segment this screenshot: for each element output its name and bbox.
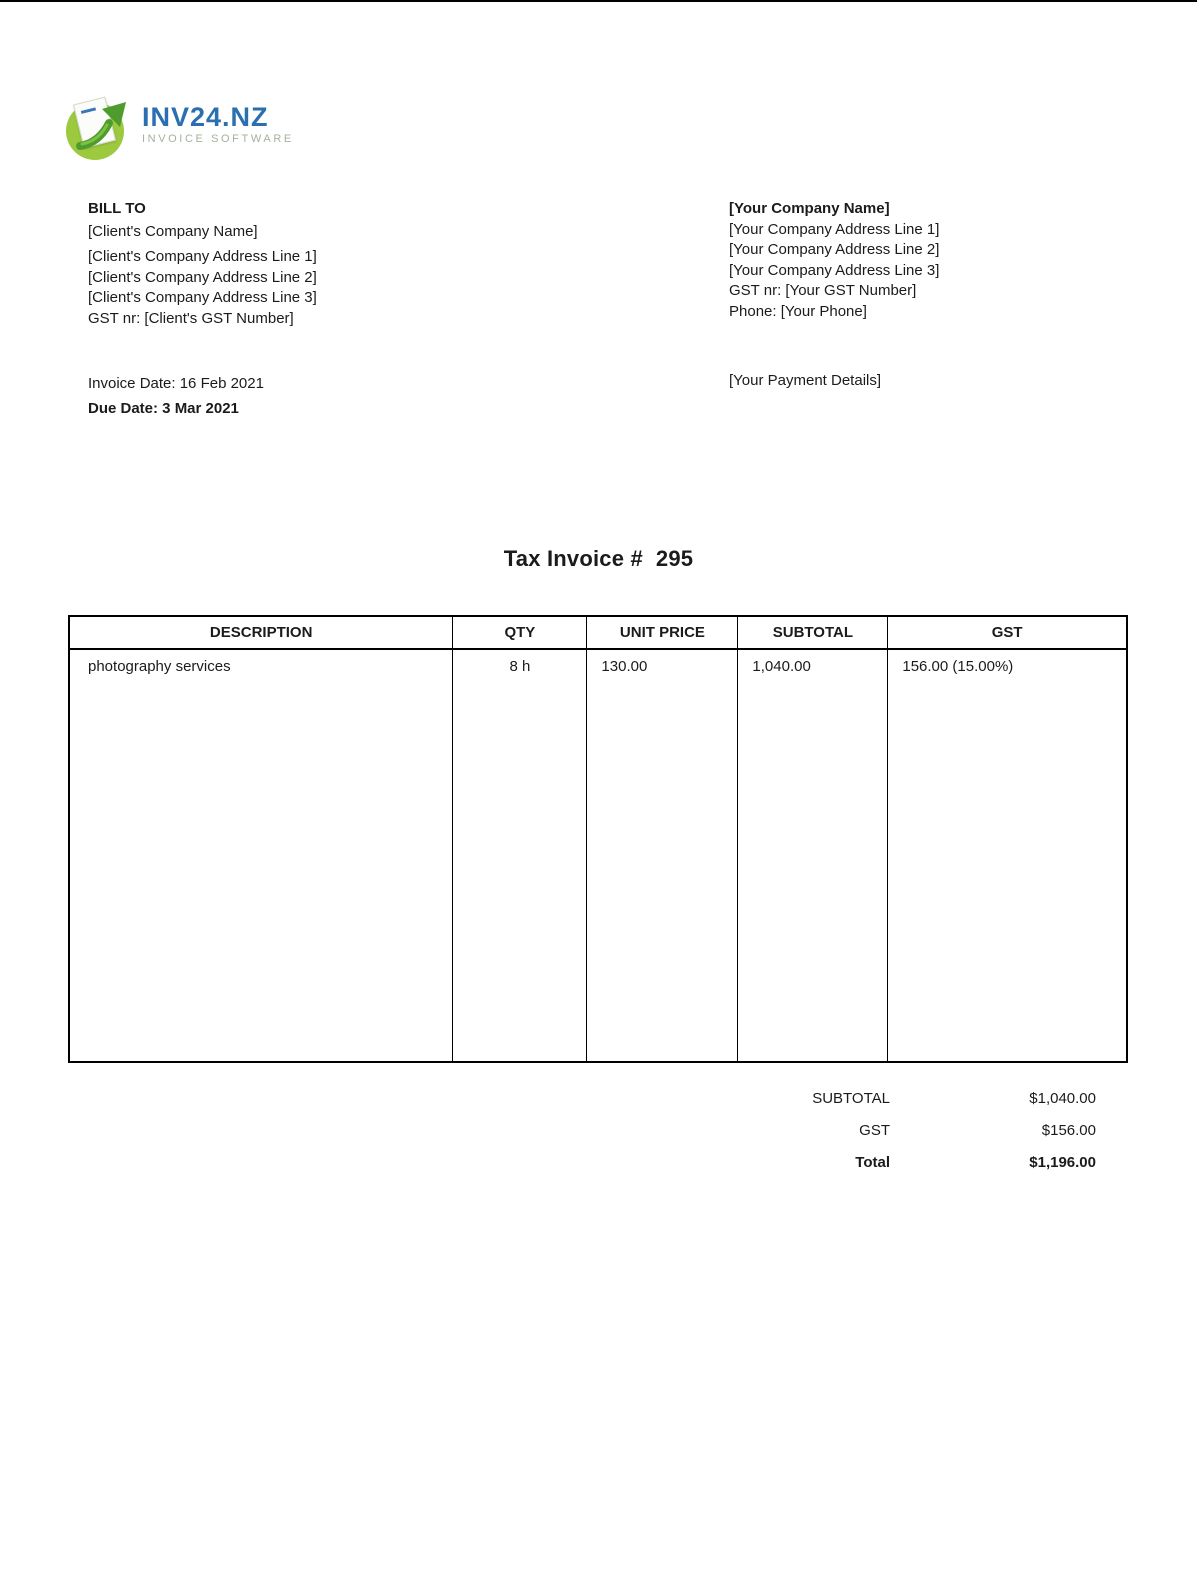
logo-text [142,96,294,145]
total-value: $1,196.00 [1029,1153,1096,1171]
company-block [729,199,939,322]
payment-details: [Your Payment Details] [729,372,882,389]
column-header-subtotal: SUBTOTAL [738,617,888,650]
page-top-border [0,0,1197,2]
item-gst-cell: 156.00 (15.00%) [902,658,1014,675]
item-subtotal-cell: 1,040.00 [738,650,888,1061]
growth-arrow-icon [72,96,132,156]
total-label: Total [855,1153,890,1171]
total-row [600,1146,1096,1178]
company-gst-number: GST nr: [Your GST Number] [729,282,917,299]
column-header-description: DESCRIPTION [70,617,453,650]
company-name: [Your Company Name] [729,200,890,217]
invoice-title [0,546,1197,572]
item-unit-price-cell: 130.00 [587,650,738,1061]
subtotal-row [600,1082,1096,1114]
gst-label: GST [859,1121,890,1139]
company-phone: Phone: [Your Phone] [729,302,867,320]
company-address-line-1: [Your Company Address Line 1] [729,220,940,238]
company-address-line-3: [Your Company Address Line 3] [729,261,940,279]
column-header-qty: QTY [453,617,587,650]
line-items-table [68,615,1128,1063]
client-address-line-1: [Client's Company Address Line 1] [88,248,317,265]
bill-to-heading: BILL TO [88,200,146,217]
column-header-gst: GST [888,617,1126,650]
subtotal-label: SUBTOTAL [812,1089,890,1107]
invoice-number: 295 [655,546,694,571]
company-address-line-2: [Your Company Address Line 2] [729,241,940,258]
totals-block [600,1082,1096,1178]
due-date: Due Date: 3 Mar 2021 [88,399,239,417]
gst-value: $156.00 [1041,1121,1096,1139]
item-qty-cell: 8 h [453,650,587,1061]
client-gst-number: GST nr: [Client's GST Number] [88,309,294,327]
subtotal-value: $1,040.00 [1029,1089,1096,1107]
client-company-name: [Client's Company Name] [88,222,258,240]
inv24-logo-icon [66,96,132,164]
dates-block [88,372,264,421]
invoice-title-prefix: Tax Invoice # [503,546,643,571]
column-header-unit-price: UNIT PRICE [587,617,738,650]
logo [66,96,294,164]
logo-title: INV24.NZ [142,102,269,132]
logo-subtitle: INVOICE SOFTWARE [142,133,294,145]
bill-to-block [88,199,317,329]
client-address-line-3: [Client's Company Address Line 3] [88,289,317,306]
invoice-date: Invoice Date: 16 Feb 2021 [88,375,264,392]
client-address-line-2: [Client's Company Address Line 2] [88,268,317,286]
gst-row [600,1114,1096,1146]
item-description-cell: photography services [70,650,453,1061]
